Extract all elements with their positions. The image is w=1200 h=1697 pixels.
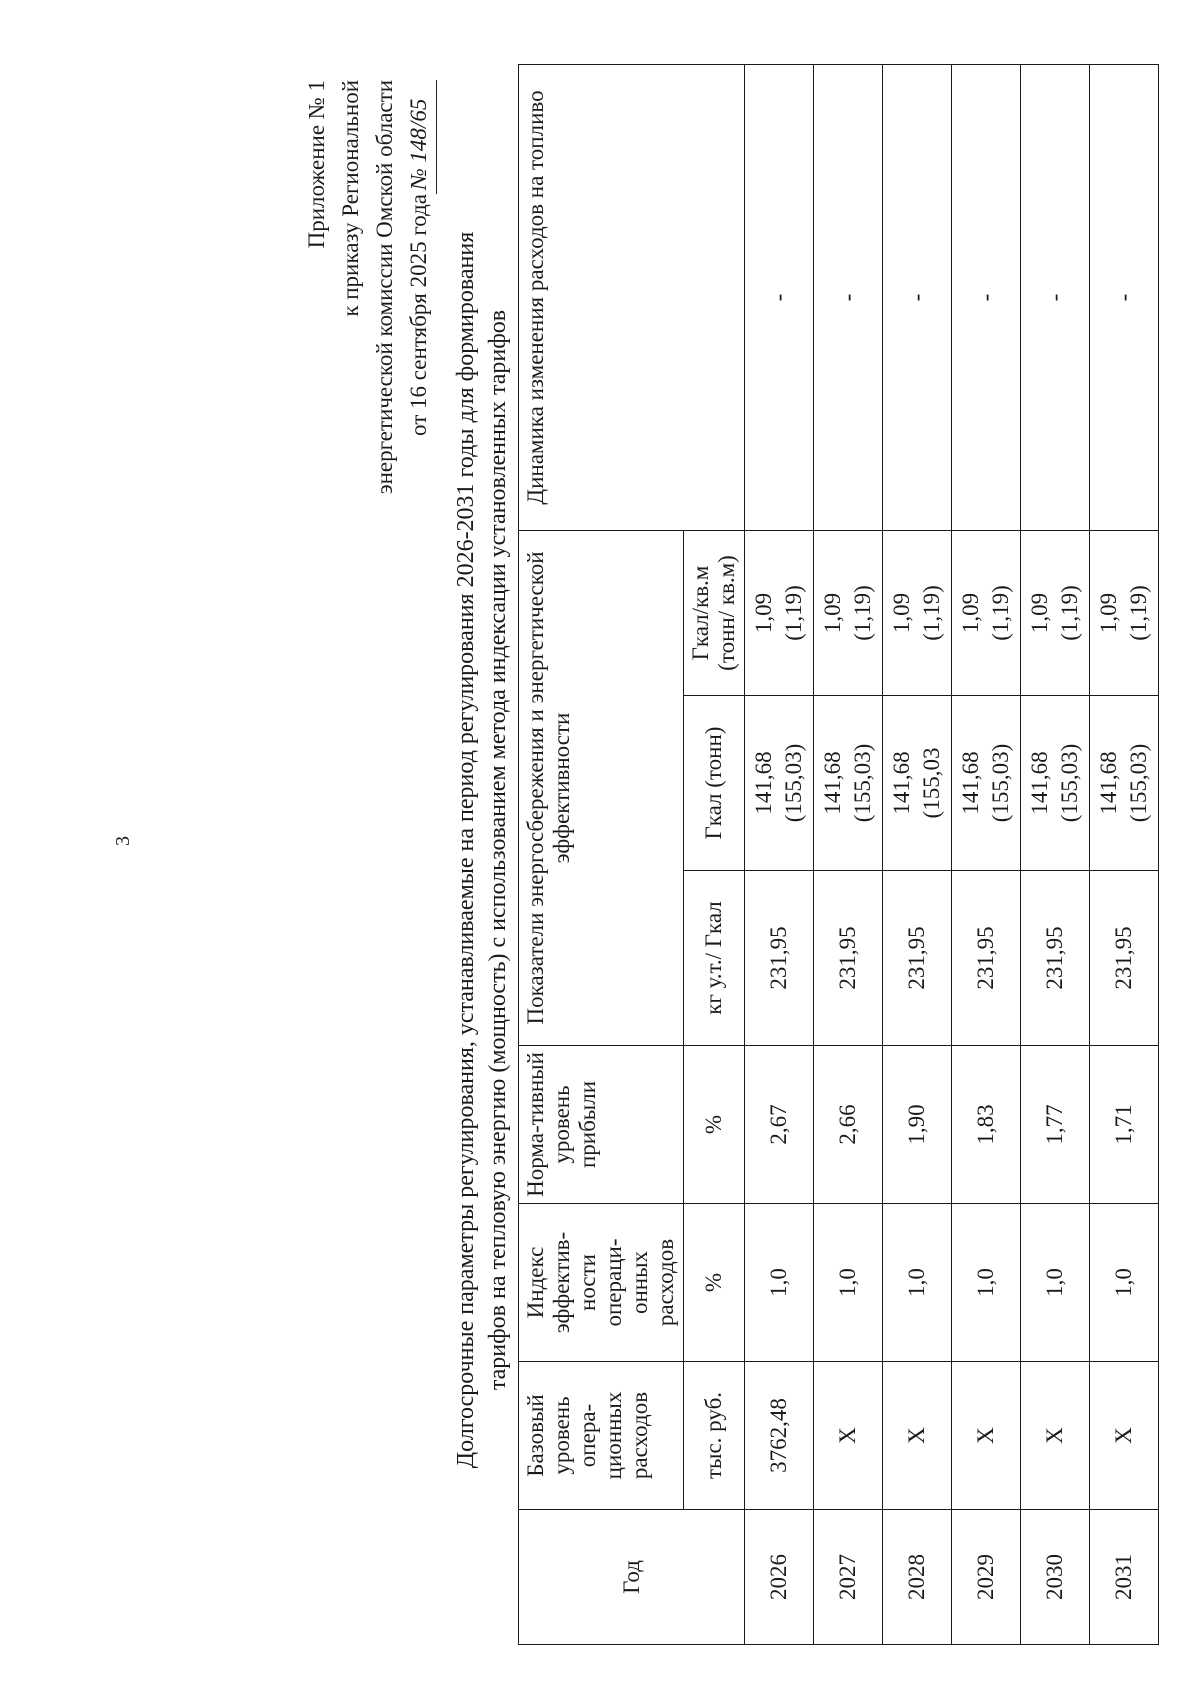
cell-specific-losses-main: 1,09 bbox=[1027, 592, 1052, 634]
cell-profit-level: 1,71 bbox=[1090, 1046, 1159, 1204]
cell-losses bbox=[883, 696, 952, 871]
cell-losses-sub: (155,03 bbox=[919, 747, 944, 819]
cell-specific-losses-sub: (1,19) bbox=[919, 585, 944, 641]
cell-base-level: 3762,48 bbox=[745, 1362, 814, 1510]
parameters-table bbox=[518, 64, 1159, 1645]
appendix-title: Приложение № 1 bbox=[304, 80, 329, 249]
order-reference: к приказу Региональной bbox=[338, 80, 363, 317]
cell-fuel-rate: 231,95 bbox=[745, 871, 814, 1046]
header-year: Год bbox=[519, 1510, 745, 1645]
header-energy-indicators: Показатели энергосбережения и энергетической эффективности bbox=[519, 530, 684, 1045]
page-number: 3 bbox=[112, 836, 134, 846]
header-fuel-dynamics: Динамика изменения расходов на топливо bbox=[519, 64, 745, 530]
header-profit-level: Норма-тивный уровень прибыли bbox=[519, 1046, 684, 1204]
cell-efficiency-index: 1,0 bbox=[952, 1204, 1021, 1362]
cell-year: 2026 bbox=[745, 1510, 814, 1645]
cell-fuel-dynamics: - bbox=[1021, 64, 1090, 530]
order-date: от 16 сентября 2025 года bbox=[406, 194, 431, 436]
order-number: № 148/65 bbox=[402, 80, 437, 194]
cell-fuel-dynamics: - bbox=[745, 64, 814, 530]
cell-losses-main: 141,68 bbox=[1096, 751, 1121, 815]
appendix-header bbox=[300, 80, 437, 494]
table-header bbox=[519, 64, 745, 1644]
cell-specific-losses-sub: (1,19) bbox=[781, 585, 806, 641]
cell-base-level: Х bbox=[1021, 1362, 1090, 1510]
cell-specific-losses bbox=[952, 530, 1021, 695]
cell-fuel-rate: 231,95 bbox=[952, 871, 1021, 1046]
cell-specific-losses bbox=[814, 530, 883, 695]
table-row bbox=[883, 64, 952, 1644]
header-base-level: Базовый уровень опера-ционных расходов bbox=[519, 1362, 684, 1510]
cell-specific-losses bbox=[1090, 530, 1159, 695]
cell-specific-losses-main: 1,09 bbox=[958, 592, 983, 634]
cell-fuel-dynamics: - bbox=[1090, 64, 1159, 530]
document-title bbox=[450, 40, 514, 1660]
cell-base-level: Х bbox=[952, 1362, 1021, 1510]
order-date-line bbox=[402, 80, 437, 494]
cell-losses-sub: (155,03) bbox=[988, 743, 1013, 823]
cell-losses-sub: (155,03) bbox=[1126, 743, 1151, 823]
cell-losses-main: 141,68 bbox=[1027, 751, 1052, 815]
cell-profit-level: 2,67 bbox=[745, 1046, 814, 1204]
cell-specific-losses-sub: (1,19) bbox=[1057, 585, 1082, 641]
cell-year: 2030 bbox=[1021, 1510, 1090, 1645]
cell-losses-sub: (155,03) bbox=[1057, 743, 1082, 823]
cell-specific-losses-sub: (1,19) bbox=[850, 585, 875, 641]
cell-base-level: Х bbox=[883, 1362, 952, 1510]
cell-losses-main: 141,68 bbox=[820, 751, 845, 815]
cell-profit-level: 1,83 bbox=[952, 1046, 1021, 1204]
commission-name: энергетической комиссии Омской области bbox=[372, 80, 397, 495]
cell-efficiency-index: 1,0 bbox=[814, 1204, 883, 1362]
cell-losses bbox=[1090, 696, 1159, 871]
cell-fuel-dynamics: - bbox=[952, 64, 1021, 530]
unit-profit-level: % bbox=[684, 1046, 745, 1204]
cell-base-level: Х bbox=[1090, 1362, 1159, 1510]
cell-fuel-rate: 231,95 bbox=[883, 871, 952, 1046]
cell-efficiency-index: 1,0 bbox=[883, 1204, 952, 1362]
cell-year: 2027 bbox=[814, 1510, 883, 1645]
cell-losses bbox=[814, 696, 883, 871]
cell-fuel-rate: 231,95 bbox=[1021, 871, 1090, 1046]
cell-year: 2029 bbox=[952, 1510, 1021, 1645]
cell-specific-losses-main: 1,09 bbox=[889, 592, 914, 634]
document-title-line1: Долгосрочные параметры регулирования, устанавливаемые на период регулирования 2026-2031 годы для формирования bbox=[453, 231, 479, 1469]
cell-specific-losses-sub: (1,19) bbox=[988, 585, 1013, 641]
unit-specific-losses: Гкал/кв.м (тонн/ кв.м) bbox=[684, 530, 745, 695]
document-title-line2: тарифов на тепловую энергию (мощность) с использованием метода индексации установленных тарифов bbox=[485, 309, 511, 1391]
cell-losses-main: 141,68 bbox=[958, 751, 983, 815]
cell-specific-losses bbox=[883, 530, 952, 695]
cell-specific-losses-main: 1,09 bbox=[1096, 592, 1121, 634]
unit-fuel-rate: кг у.т./ Гкал bbox=[684, 871, 745, 1046]
cell-profit-level: 1,90 bbox=[883, 1046, 952, 1204]
cell-profit-level: 1,77 bbox=[1021, 1046, 1090, 1204]
table-row bbox=[1090, 64, 1159, 1644]
cell-specific-losses-main: 1,09 bbox=[751, 592, 776, 634]
cell-losses bbox=[1021, 696, 1090, 871]
unit-efficiency-index: % bbox=[684, 1204, 745, 1362]
cell-fuel-rate: 231,95 bbox=[814, 871, 883, 1046]
unit-losses: Гкал (тонн) bbox=[684, 696, 745, 871]
cell-efficiency-index: 1,0 bbox=[745, 1204, 814, 1362]
parameters-table-wrap bbox=[518, 65, 1159, 1645]
cell-losses bbox=[745, 696, 814, 871]
table-row bbox=[745, 64, 814, 1644]
cell-specific-losses-sub: (1,19) bbox=[1126, 585, 1151, 641]
cell-fuel-dynamics: - bbox=[814, 64, 883, 530]
cell-specific-losses bbox=[745, 530, 814, 695]
cell-year: 2028 bbox=[883, 1510, 952, 1645]
cell-specific-losses bbox=[1021, 530, 1090, 695]
cell-losses-sub: (155,03) bbox=[781, 743, 806, 823]
cell-efficiency-index: 1,0 bbox=[1021, 1204, 1090, 1362]
cell-year: 2031 bbox=[1090, 1510, 1159, 1645]
cell-fuel-dynamics: - bbox=[883, 64, 952, 530]
cell-efficiency-index: 1,0 bbox=[1090, 1204, 1159, 1362]
cell-losses-sub: (155,03) bbox=[850, 743, 875, 823]
unit-base-level: тыс. руб. bbox=[684, 1362, 745, 1510]
cell-losses bbox=[952, 696, 1021, 871]
cell-specific-losses-main: 1,09 bbox=[820, 592, 845, 634]
table-row bbox=[1021, 64, 1090, 1644]
cell-fuel-rate: 231,95 bbox=[1090, 871, 1159, 1046]
cell-losses-main: 141,68 bbox=[751, 751, 776, 815]
table-row bbox=[814, 64, 883, 1644]
cell-losses-main: 141,68 bbox=[889, 751, 914, 815]
header-efficiency-index: Индекс эффектив-ности операци-онных расходов bbox=[519, 1204, 684, 1362]
document-sheet bbox=[300, 40, 1200, 1660]
cell-base-level: Х bbox=[814, 1362, 883, 1510]
table-body bbox=[745, 64, 1159, 1644]
table-row bbox=[952, 64, 1021, 1644]
cell-profit-level: 2,66 bbox=[814, 1046, 883, 1204]
